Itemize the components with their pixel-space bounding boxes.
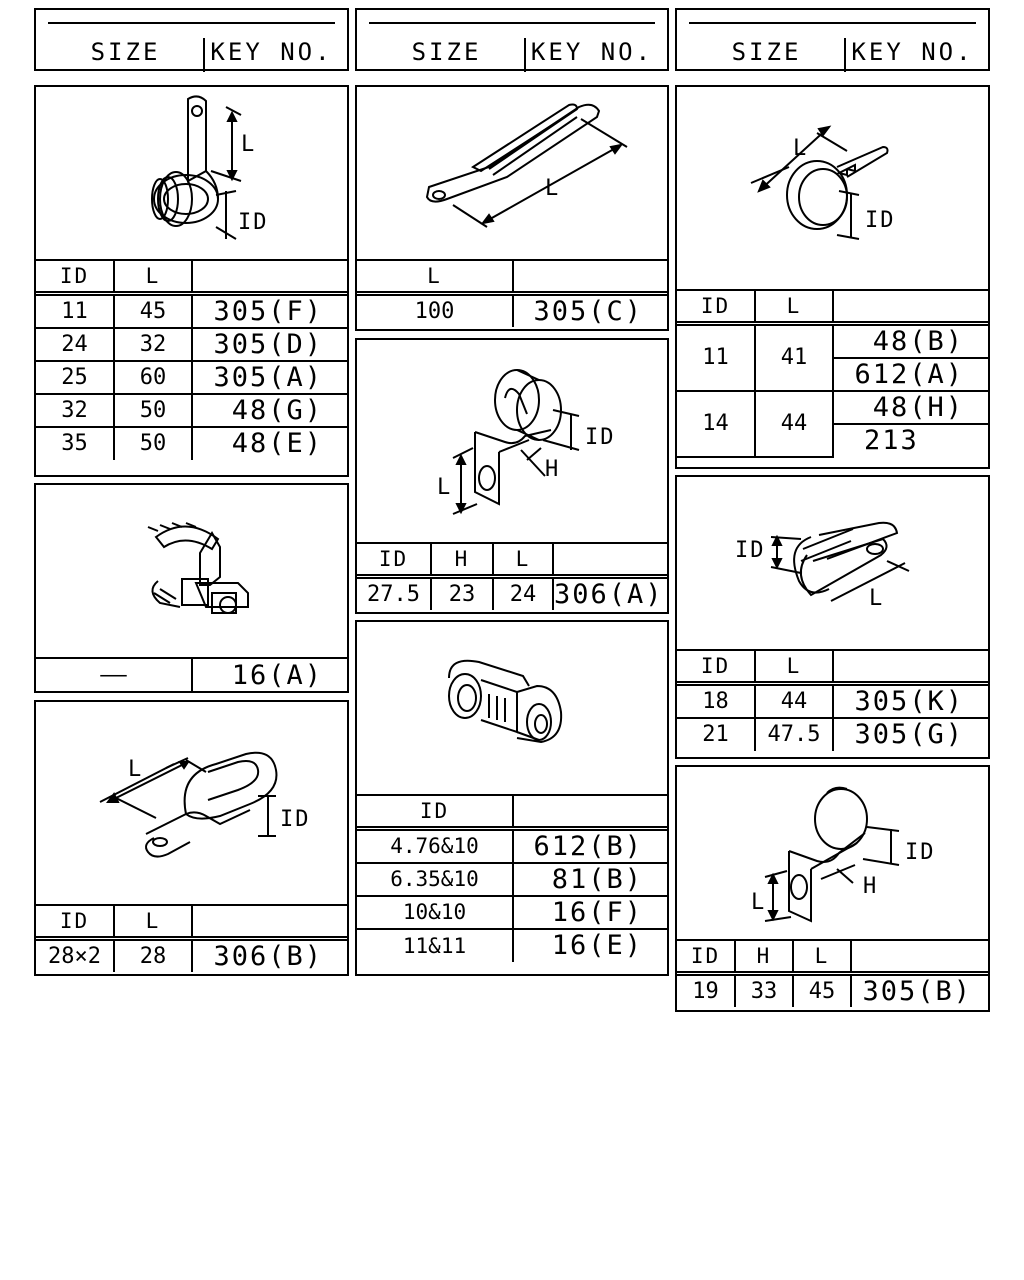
table-cell: 45 bbox=[793, 973, 851, 1007]
key-no-label: KEY NO. bbox=[210, 38, 333, 66]
table-cell: 16(A) bbox=[192, 658, 347, 691]
clip-panel-f bbox=[355, 620, 669, 976]
col-id: ID bbox=[677, 650, 755, 683]
table-cell: 305(F) bbox=[192, 293, 347, 328]
table-row bbox=[677, 683, 988, 718]
table-cell: 305(K) bbox=[833, 683, 988, 718]
dim-L: L bbox=[128, 757, 144, 782]
table-cell: 612(B) bbox=[513, 828, 667, 863]
col-id: ID bbox=[677, 290, 755, 323]
table-cell: 305(G) bbox=[833, 718, 988, 751]
col-l: L bbox=[357, 260, 513, 293]
table-cell: 305(D) bbox=[192, 328, 347, 361]
col-h: H bbox=[735, 940, 793, 973]
table-row bbox=[36, 427, 347, 460]
table-cell: 32 bbox=[36, 394, 114, 427]
table-cell: 47.5 bbox=[755, 718, 833, 751]
table-row bbox=[36, 658, 347, 691]
size-label: SIZE bbox=[731, 38, 802, 66]
dim-L: L bbox=[869, 586, 885, 611]
p-clamp-drawing bbox=[357, 340, 667, 542]
band-clamp-drawing bbox=[677, 87, 988, 289]
clamp-panel-e bbox=[355, 338, 669, 614]
size-label: SIZE bbox=[90, 38, 161, 66]
dim-ID: ID bbox=[735, 538, 766, 563]
table-row bbox=[357, 929, 667, 962]
table-cell: 45 bbox=[114, 293, 192, 328]
dim-ID: ID bbox=[238, 210, 269, 235]
key-no-label: KEY NO. bbox=[530, 38, 654, 66]
table-cell: 213 bbox=[833, 424, 988, 457]
table-cell: 6.35&10 bbox=[357, 863, 513, 896]
plastic-clip-drawing bbox=[36, 485, 347, 657]
col-id: ID bbox=[36, 905, 114, 938]
table-cell: 305(C) bbox=[513, 293, 667, 327]
dim-L: L bbox=[437, 475, 453, 500]
table-cell: 81(B) bbox=[513, 863, 667, 896]
col-key bbox=[553, 543, 667, 576]
table-cell: 60 bbox=[114, 361, 192, 394]
dim-ID: ID bbox=[585, 425, 616, 450]
table-cell: 100 bbox=[357, 293, 513, 327]
col-l: L bbox=[755, 290, 833, 323]
table-cell: 44 bbox=[755, 683, 833, 718]
table-row bbox=[36, 361, 347, 394]
col-l: L bbox=[114, 260, 192, 293]
table-cell: 48(G) bbox=[192, 394, 347, 427]
table-cell: 27.5 bbox=[357, 576, 431, 610]
double-clip-drawing bbox=[357, 622, 667, 794]
table-cell: 306(B) bbox=[192, 938, 347, 972]
col-key bbox=[833, 290, 988, 323]
header-col-3 bbox=[675, 8, 990, 71]
table-cell: 11 bbox=[36, 293, 114, 328]
table-cell: 305(B) bbox=[851, 973, 988, 1007]
col-key bbox=[513, 795, 667, 828]
wire-clip-drawing bbox=[677, 477, 988, 649]
table-row bbox=[677, 973, 988, 1007]
table-cell: 24 bbox=[36, 328, 114, 361]
col-key bbox=[851, 940, 988, 973]
table-cell: 28 bbox=[114, 938, 192, 972]
col-key bbox=[833, 650, 988, 683]
table-cell: 48(H) bbox=[833, 391, 988, 424]
table-cell: 50 bbox=[114, 427, 192, 460]
table-row bbox=[677, 323, 988, 358]
table-cell: 41 bbox=[755, 323, 833, 391]
table-row bbox=[677, 718, 988, 751]
table-cell: 612(A) bbox=[833, 358, 988, 391]
col-key bbox=[513, 260, 667, 293]
table-cell: 305(A) bbox=[192, 361, 347, 394]
clamp-with-tab-drawing bbox=[36, 87, 347, 259]
table-cell: 16(F) bbox=[513, 896, 667, 929]
table-row bbox=[357, 293, 667, 327]
table-row bbox=[357, 828, 667, 863]
table-row bbox=[677, 391, 988, 424]
col-key bbox=[192, 905, 347, 938]
table-row bbox=[36, 293, 347, 328]
table-cell: 11 bbox=[677, 323, 755, 391]
col-id: ID bbox=[357, 543, 431, 576]
table-cell: 19 bbox=[677, 973, 735, 1007]
table-cell: 10&10 bbox=[357, 896, 513, 929]
table-cell: 28×2 bbox=[36, 938, 114, 972]
table-cell: 48(E) bbox=[192, 427, 347, 460]
key-no-label: KEY NO. bbox=[851, 38, 974, 66]
table-row bbox=[36, 938, 347, 972]
dim-ID: ID bbox=[905, 840, 936, 865]
col-id: ID bbox=[357, 795, 513, 828]
header-col-1 bbox=[34, 8, 349, 71]
col-l: L bbox=[493, 543, 553, 576]
clip-panel-b bbox=[34, 483, 349, 693]
flat-strap-drawing bbox=[357, 87, 667, 259]
dim-L: L bbox=[241, 132, 257, 157]
clamp-panel-i bbox=[675, 765, 990, 1012]
col-l: L bbox=[114, 905, 192, 938]
table-cell: 11&11 bbox=[357, 929, 513, 962]
table-row bbox=[36, 394, 347, 427]
table-cell: 306(A) bbox=[553, 576, 667, 610]
dim-L: L bbox=[545, 176, 561, 201]
dim-H: H bbox=[863, 874, 879, 899]
strap-panel-d bbox=[355, 85, 669, 331]
col-id: ID bbox=[677, 940, 735, 973]
size-label: SIZE bbox=[411, 38, 482, 66]
dim-H: H bbox=[545, 457, 561, 482]
p-clamp-single-drawing bbox=[677, 767, 988, 939]
clamp-panel-h bbox=[675, 475, 990, 759]
table-row bbox=[357, 896, 667, 929]
col-l: L bbox=[793, 940, 851, 973]
table-row bbox=[357, 863, 667, 896]
table-cell: 16(E) bbox=[513, 929, 667, 962]
dim-ID: ID bbox=[865, 208, 896, 233]
table-cell: 25 bbox=[36, 361, 114, 394]
col-id: ID bbox=[36, 260, 114, 293]
clamp-panel-a bbox=[34, 85, 349, 477]
table-cell: 48(B) bbox=[833, 323, 988, 358]
table-cell: 50 bbox=[114, 394, 192, 427]
table-cell: 33 bbox=[735, 973, 793, 1007]
clamp-panel-g bbox=[675, 85, 990, 469]
dim-ID: ID bbox=[280, 807, 311, 832]
double-loop-strap-drawing bbox=[36, 702, 347, 904]
table-cell: 44 bbox=[755, 391, 833, 457]
col-key bbox=[192, 260, 347, 293]
table-cell: 18 bbox=[677, 683, 755, 718]
clamp-panel-c bbox=[34, 700, 349, 976]
table-cell: 14 bbox=[677, 391, 755, 457]
header-col-2 bbox=[355, 8, 669, 71]
dim-L: L bbox=[751, 890, 767, 915]
table-cell: 21 bbox=[677, 718, 755, 751]
col-h: H bbox=[431, 543, 493, 576]
dim-L: L bbox=[793, 136, 809, 161]
table-cell: 32 bbox=[114, 328, 192, 361]
table-row bbox=[36, 328, 347, 361]
size-dash: —— bbox=[36, 658, 192, 691]
col-l: L bbox=[755, 650, 833, 683]
table-cell: 4.76&10 bbox=[357, 828, 513, 863]
table-cell: 24 bbox=[493, 576, 553, 610]
table-cell: 23 bbox=[431, 576, 493, 610]
table-row bbox=[357, 576, 667, 610]
table-cell: 35 bbox=[36, 427, 114, 460]
